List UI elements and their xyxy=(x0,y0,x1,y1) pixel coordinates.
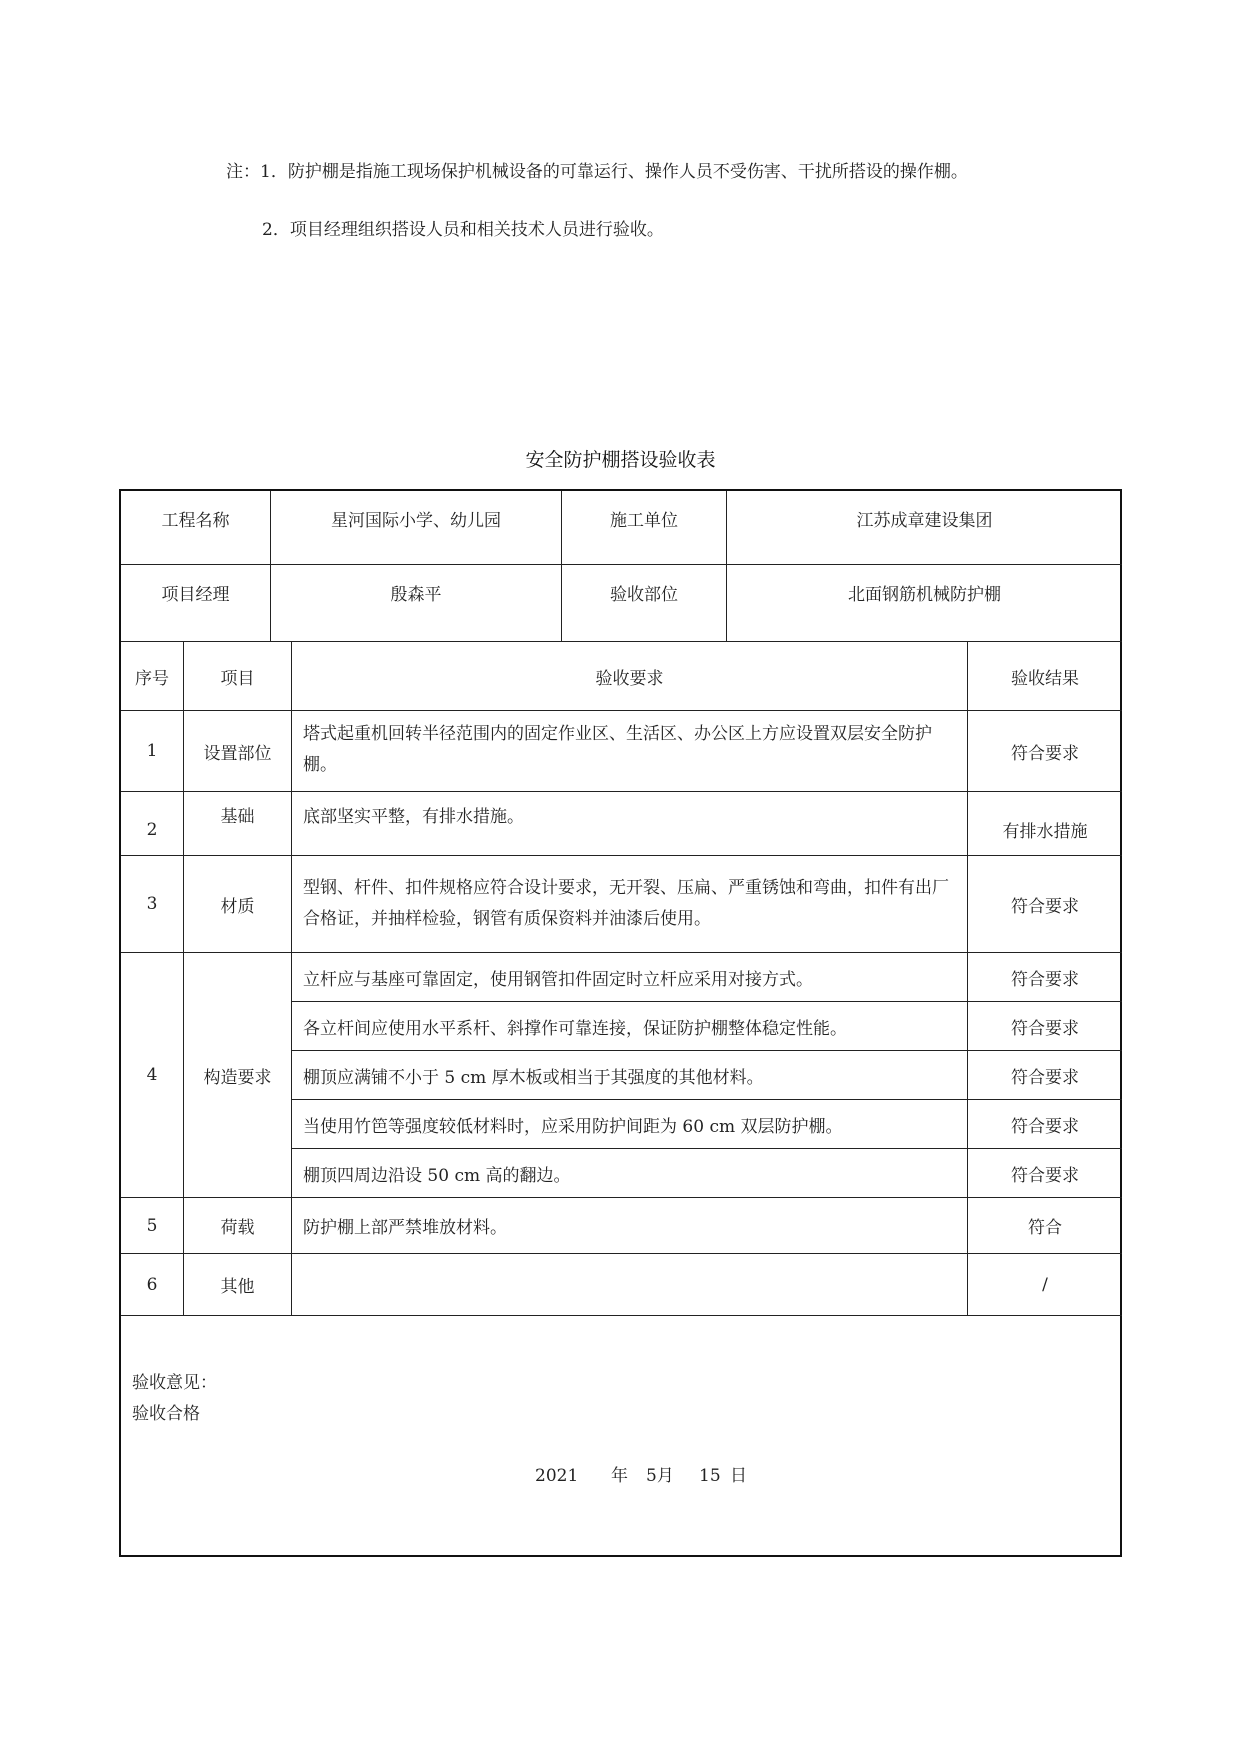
row-1-requirement: 塔式起重机回转半径范围内的固定作业区、生活区、办公区上方应设置双层安全防护棚。 xyxy=(303,724,932,775)
row-4-sub-4-requirement: 当使用竹笆等强度较低材料时，应采用防护间距为 60 cm 双层防护棚。 xyxy=(303,1116,843,1137)
contractor-value: 江苏成章建设集团 xyxy=(856,511,993,531)
col-header-item: 项目 xyxy=(220,668,255,689)
row-1-no: 1 xyxy=(146,741,158,761)
row-4-sub-3-requirement: 棚顶应满铺不小于 5 cm 厚木板或相当于其强度的其他材料。 xyxy=(303,1067,764,1088)
date-year-unit: 年 xyxy=(611,1466,628,1486)
row-4-sub-2-result: 符合要求 xyxy=(1011,1018,1079,1039)
opinion-text: 验收合格 xyxy=(132,1404,200,1424)
row-4-sub-1-result: 符合要求 xyxy=(1011,969,1079,990)
row-5-item: 荷载 xyxy=(220,1218,255,1238)
row-3-item: 材质 xyxy=(220,896,255,917)
row-4-item: 构造要求 xyxy=(203,1067,272,1088)
row-3-no: 3 xyxy=(146,894,158,914)
row-6-requirement xyxy=(292,1254,967,1315)
location-value: 北面钢筋机械防护棚 xyxy=(848,585,1001,605)
row-6-item: 其他 xyxy=(220,1277,255,1297)
row-4-no: 4 xyxy=(146,1065,158,1085)
row-4-sub-1-requirement: 立杆应与基座可靠固定，使用钢管扣件固定时立杆应采用对接方式。 xyxy=(303,969,813,990)
form-title: 安全防护棚搭设验收表 xyxy=(525,449,716,471)
row-4-sub-5-requirement: 棚顶四周边沿设 50 cm 高的翻边。 xyxy=(303,1165,571,1186)
opinion-label: 验收意见： xyxy=(132,1373,217,1393)
row-3-result: 符合要求 xyxy=(1011,896,1079,917)
col-header-requirement: 验收要求 xyxy=(595,668,664,689)
row-2-result: 有排水措施 xyxy=(1002,822,1088,842)
row-divider xyxy=(121,1315,1122,1316)
date-year: 2021 xyxy=(535,1466,579,1486)
row-3-requirement: 型钢、杆件、扣件规格应符合设计要求，无开裂、压扁、严重锈蚀和弯曲，扣件有出厂合格证，并抽样检验，钢管有质保资料并油漆后使用。 xyxy=(303,878,949,929)
row-1-result: 符合要求 xyxy=(1011,743,1079,764)
row-2-requirement: 底部坚实平整，有排水措施。 xyxy=(303,807,524,827)
row-4-sub-2-requirement: 各立杆间应使用水平系杆、斜撑作可靠连接，保证防护棚整体稳定性能。 xyxy=(303,1018,847,1039)
date-month: 5月 xyxy=(646,1466,674,1486)
row-1-item: 设置部位 xyxy=(203,743,272,764)
row-4-sub-3-result: 符合要求 xyxy=(1011,1067,1079,1088)
manager-value: 殷森平 xyxy=(390,585,442,605)
date-day: 15 xyxy=(699,1466,721,1486)
row-5-no: 5 xyxy=(146,1215,158,1236)
row-5-requirement: 防护棚上部严禁堆放材料。 xyxy=(303,1218,507,1238)
acceptance-table xyxy=(119,489,1122,1557)
row-2-item: 基础 xyxy=(220,807,255,827)
row-6-result: / xyxy=(1042,1274,1048,1295)
project-name-label: 工程名称 xyxy=(161,511,230,531)
col-header-result: 验收结果 xyxy=(1011,668,1079,689)
row-6-no: 6 xyxy=(146,1274,158,1295)
project-name-value: 星河国际小学、幼儿园 xyxy=(331,511,501,531)
row-2-no: 2 xyxy=(146,819,158,840)
manager-label: 项目经理 xyxy=(161,585,230,605)
note-2: 2．项目经理组织搭设人员和相关技术人员进行验收。 xyxy=(262,220,664,240)
row-4-sub-5-result: 符合要求 xyxy=(1011,1165,1079,1186)
row-5-result: 符合 xyxy=(1028,1218,1062,1238)
col-header-no: 序号 xyxy=(135,668,169,689)
location-label: 验收部位 xyxy=(610,585,678,605)
date-day-unit: 日 xyxy=(730,1466,747,1486)
note-1: 注：1．防护棚是指施工现场保护机械设备的可靠运行、操作人员不受伤害、干扰所搭设的操作棚。 xyxy=(226,162,968,182)
contractor-label: 施工单位 xyxy=(610,511,678,531)
row-4-sub-4-result: 符合要求 xyxy=(1011,1116,1079,1137)
